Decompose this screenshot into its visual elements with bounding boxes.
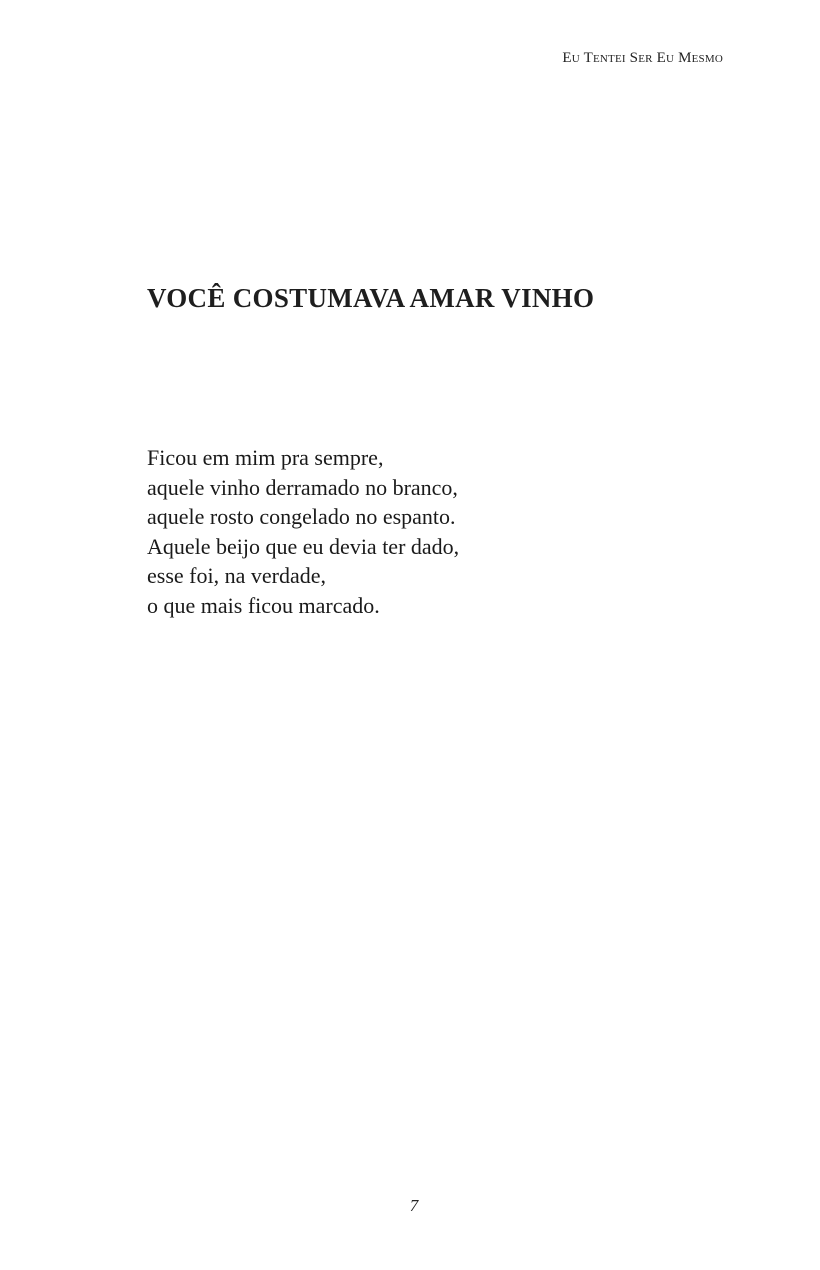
poem-line: Aquele beijo que eu devia ter dado,	[147, 533, 460, 559]
poem-line: esse foi, na verdade,	[147, 563, 326, 589]
poem-title: VOCÊ COSTUMAVA AMAR VINHO	[147, 283, 595, 313]
poem-body	[147, 443, 459, 621]
poem-line: aquele rosto congelado no espanto.	[147, 504, 456, 530]
running-header: Eu Tentei Ser Eu Mesmo	[562, 50, 723, 66]
poem-line: Ficou em mim pra sempre,	[147, 445, 384, 470]
page-number: 7	[409, 1196, 419, 1215]
poem-line: aquele vinho derramado no branco,	[147, 474, 458, 500]
poem-line: o que mais ficou marcado.	[147, 592, 380, 618]
